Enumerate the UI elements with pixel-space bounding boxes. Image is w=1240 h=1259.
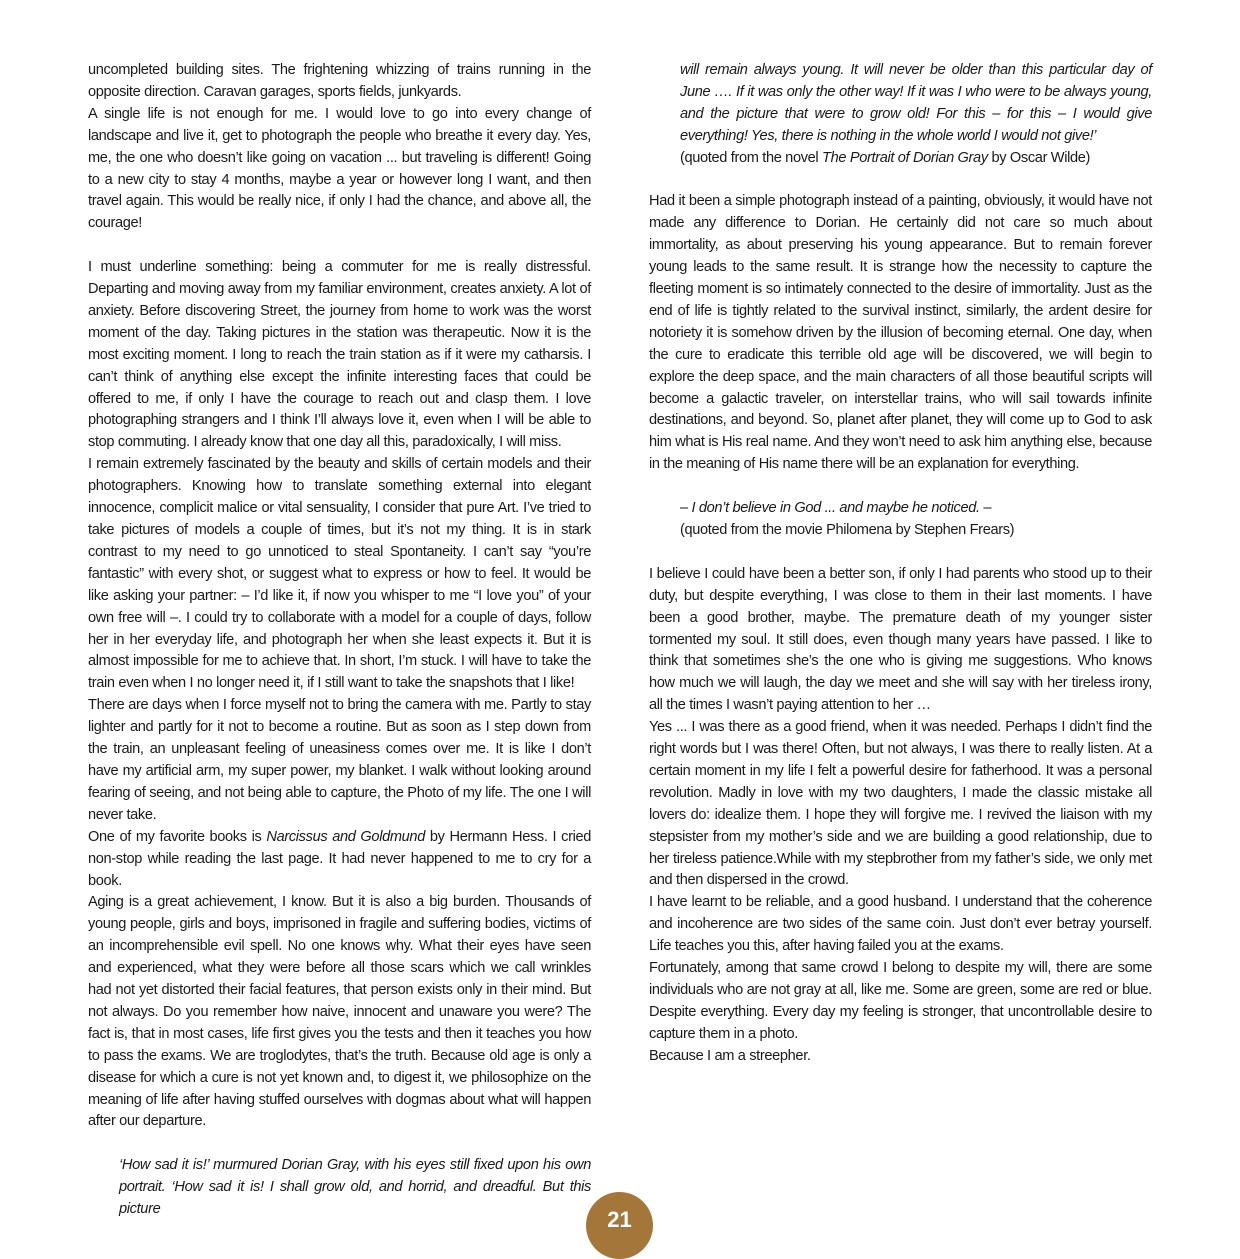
left-column [88, 60, 591, 1221]
paragraph: Because I am a streepher. [649, 1047, 811, 1064]
attribution-text: (quoted from the novel [680, 149, 823, 166]
page-number-badge [586, 1192, 653, 1259]
book-title: Narcissus and Goldmund [266, 828, 425, 845]
paragraph-text: by Hermann Hess. I cried non-stop while reading the last page. It had never happened to me to cry for a book. [88, 828, 591, 889]
paragraph: uncompleted building sites. The frightening whizzing of trains running in the opposite direction. Caravan garages, sports fields, junkyards. [88, 62, 591, 100]
paragraph: Aging is a great achievement, I know. But it is also a big burden. Thousands of young people, girls and boys, imprisoned in fragile and suffering bodies, victims of an incomprehensible evil spell. No one knows why. What their eyes have seen and experienced, what they were before all those scars which we call wrinkles had not yet distorted their facial features, that person exists only in their mind. But not always. Do you remember how naive, innocent and unaware you were? The fact is, that in most cases, life first gives you the tests and then it teaches you how to pass the exams. We are troglodytes, that’s the truth. Because old age is only a disease for which a cure is not yet known and, to digest it, we philosophize on the meaning of life after having stuffed ourselves with dogmas about what will happen after our departure. [88, 894, 591, 1130]
quote-attribution: (quoted from the movie Philomena by Stephen Frears) [680, 522, 1015, 538]
paragraph: Had it been a simple photograph instead of a painting, obviously, it would have not made any difference to Dorian. He certainly did not care so much about immortality, as about preserving his young appearance. But to remain forever young leads to the same result. It is strange how the necessity to capture the fleeting moment is so intimately connected to the desire of immortality. Just as the end of life is tightly related to the survival instinct, similarly, the ardent desire for notoriety it is somehow driven by the illusion of becoming eternal. One day, when the cure to eradicate this terrible old age will be discovered, we will begin to explore the deep space, and the main characters of all those beautiful scripts will become a galactic traveler, on interstellar trains, who will sail towards infinite destinations, and beyond. So, planet after planet, they will come up to God to ask him what is His real name. And they won’t need to ask him anything else, because in the meaning of His name there will be an explanation for everything. [649, 193, 1152, 473]
paragraph: A single life is not enough for me. I would love to go into every change of landscape and live it, get to photograph the people who breathe it every day. Yes, me, the one who doesn’t like going on vacation ... but traveling is different! Going to a new city to stay 4 months, maybe a year or however long I want, and then travel again. This would be really nice, if only I had the chance, and above all, the courage! [88, 105, 591, 232]
paragraph: Yes ... I was there as a good friend, when it was needed. Perhaps I didn’t find the right words but I was there! Often, but not always, I was there to really listen. At a certain moment in my life I felt a powerful desire for fatherhood. It was a personal revolution. Madly in love with my two daughters, I made the classic mistake all lovers do: idealize them. I hope they will forgive me. I revived the liaison with my stepsister from my mother’s side and we are building a good relationship, due to her tireless patience.While with my stepbrother from my father’s side, we only met and then dispersed in the crowd. [649, 719, 1152, 889]
paragraph: I must underline something: being a commuter for me is really distressful. Departing and moving away from my familiar environment, creates anxiety. A lot of anxiety. Before discovering Street, the journey from home to work was the worst moment of the day. Taking pictures in the station was therapeutic. Now it is the most exciting moment. I long to reach the train station as if it were my catharsis. I can’t think of anything else except the infinite interesting faces that could be offered to me, if only I have the courage to reach out and clasp them. I love photographing strangers and I think I’ll always love it, even when I will be able to stop commuting. I already know that one day all this, paradoxically, I will miss. [88, 259, 591, 451]
paragraph: I remain extremely fascinated by the beauty and skills of certain models and their photographers. Knowing how to translate something external into elegant innocence, complicit malice or vital sensuality, I consider that pure Art. I’ve tried to take pictures of models a couple of times, but it’s not my thing. It is in stark contrast to my need to go unnoticed to steal Spontaneity. I can’t say “you’re fantastic” with every shot, or suggest what to express or how to feel. It would be like asking your partner: – I’d like it, if now you whisper to me “I love you” of your own free will –. I could try to collaborate with a model for a couple of days, follow her in her everyday life, and photograph her when she least expects it. But it is almost impossible for me to achieve that. In short, I’m stuck. I will have to take the train even when I no longer need it, if I still want to take the snapshots that I like! [88, 456, 591, 692]
paragraph [88, 827, 591, 893]
paragraph: I have learnt to be reliable, and a good husband. I understand that the coherence and incoherence are two sides of the same coin. Just don’t ever betray yourself. Life teaches you this, after having failed you at the exams. [649, 894, 1152, 955]
page-number: 21 [607, 1207, 632, 1232]
philomena-quote: – I don’t believe in God ... and maybe he noticed. – [680, 500, 992, 517]
quote-attribution [649, 148, 1152, 170]
novel-title: The Portrait of Dorian Gray [822, 149, 988, 166]
paragraph: Fortunately, among that same crowd I belong to despite my will, there are some individuals who are not gray at all, like me. Some are green, some are red or blue. Despite everything. Every day my feeling is stronger, that uncontrollable desire to capture them in a photo. [649, 960, 1152, 1042]
paragraph-text: One of my favorite books is [88, 828, 267, 845]
paragraph: There are days when I force myself not to bring the camera with me. Partly to stay lighter and partly for it not to become a routine. But as soon as I step down from the train, an unpleasant feeling of uneasiness comes over me. It is like I don’t have my artificial arm, my super power, my blanket. I walk without looking around fearing of seeing, and not being able to capture, the Photo of my life. The one I will never take. [88, 697, 591, 823]
dorian-gray-quote-start: ‘How sad it is!’ murmured Dorian Gray, with his eyes still fixed upon his own portrait. ‘How sad it is! I shall grow old, and horrid, and dreadful. But this picture [119, 1157, 591, 1218]
dorian-gray-quote-end: will remain always young. It will never be older than this particular day of June …. If it was only the other way! If it was I who were to be always young, and the picture that were to grow old! For this – for this – I would give everything! Yes, there is nothing in the whole world I would not give!’ [680, 62, 1152, 144]
right-column [649, 60, 1152, 1068]
attribution-text: by Oscar Wilde) [987, 149, 1091, 166]
paragraph: I believe I could have been a better son, if only I had parents who stood up to their duty, but despite everything, I was close to them in their last moments. I have been a good brother, maybe. The premature death of my younger sister tormented my soul. It still does, even though many years have passed. I like to think that sometimes she’s the one who is giving me suggestions. Who knows how much we will laugh, the day we meet and she will say with her tireless irony, all the times I wasn’t paying attention to her … [649, 565, 1152, 714]
